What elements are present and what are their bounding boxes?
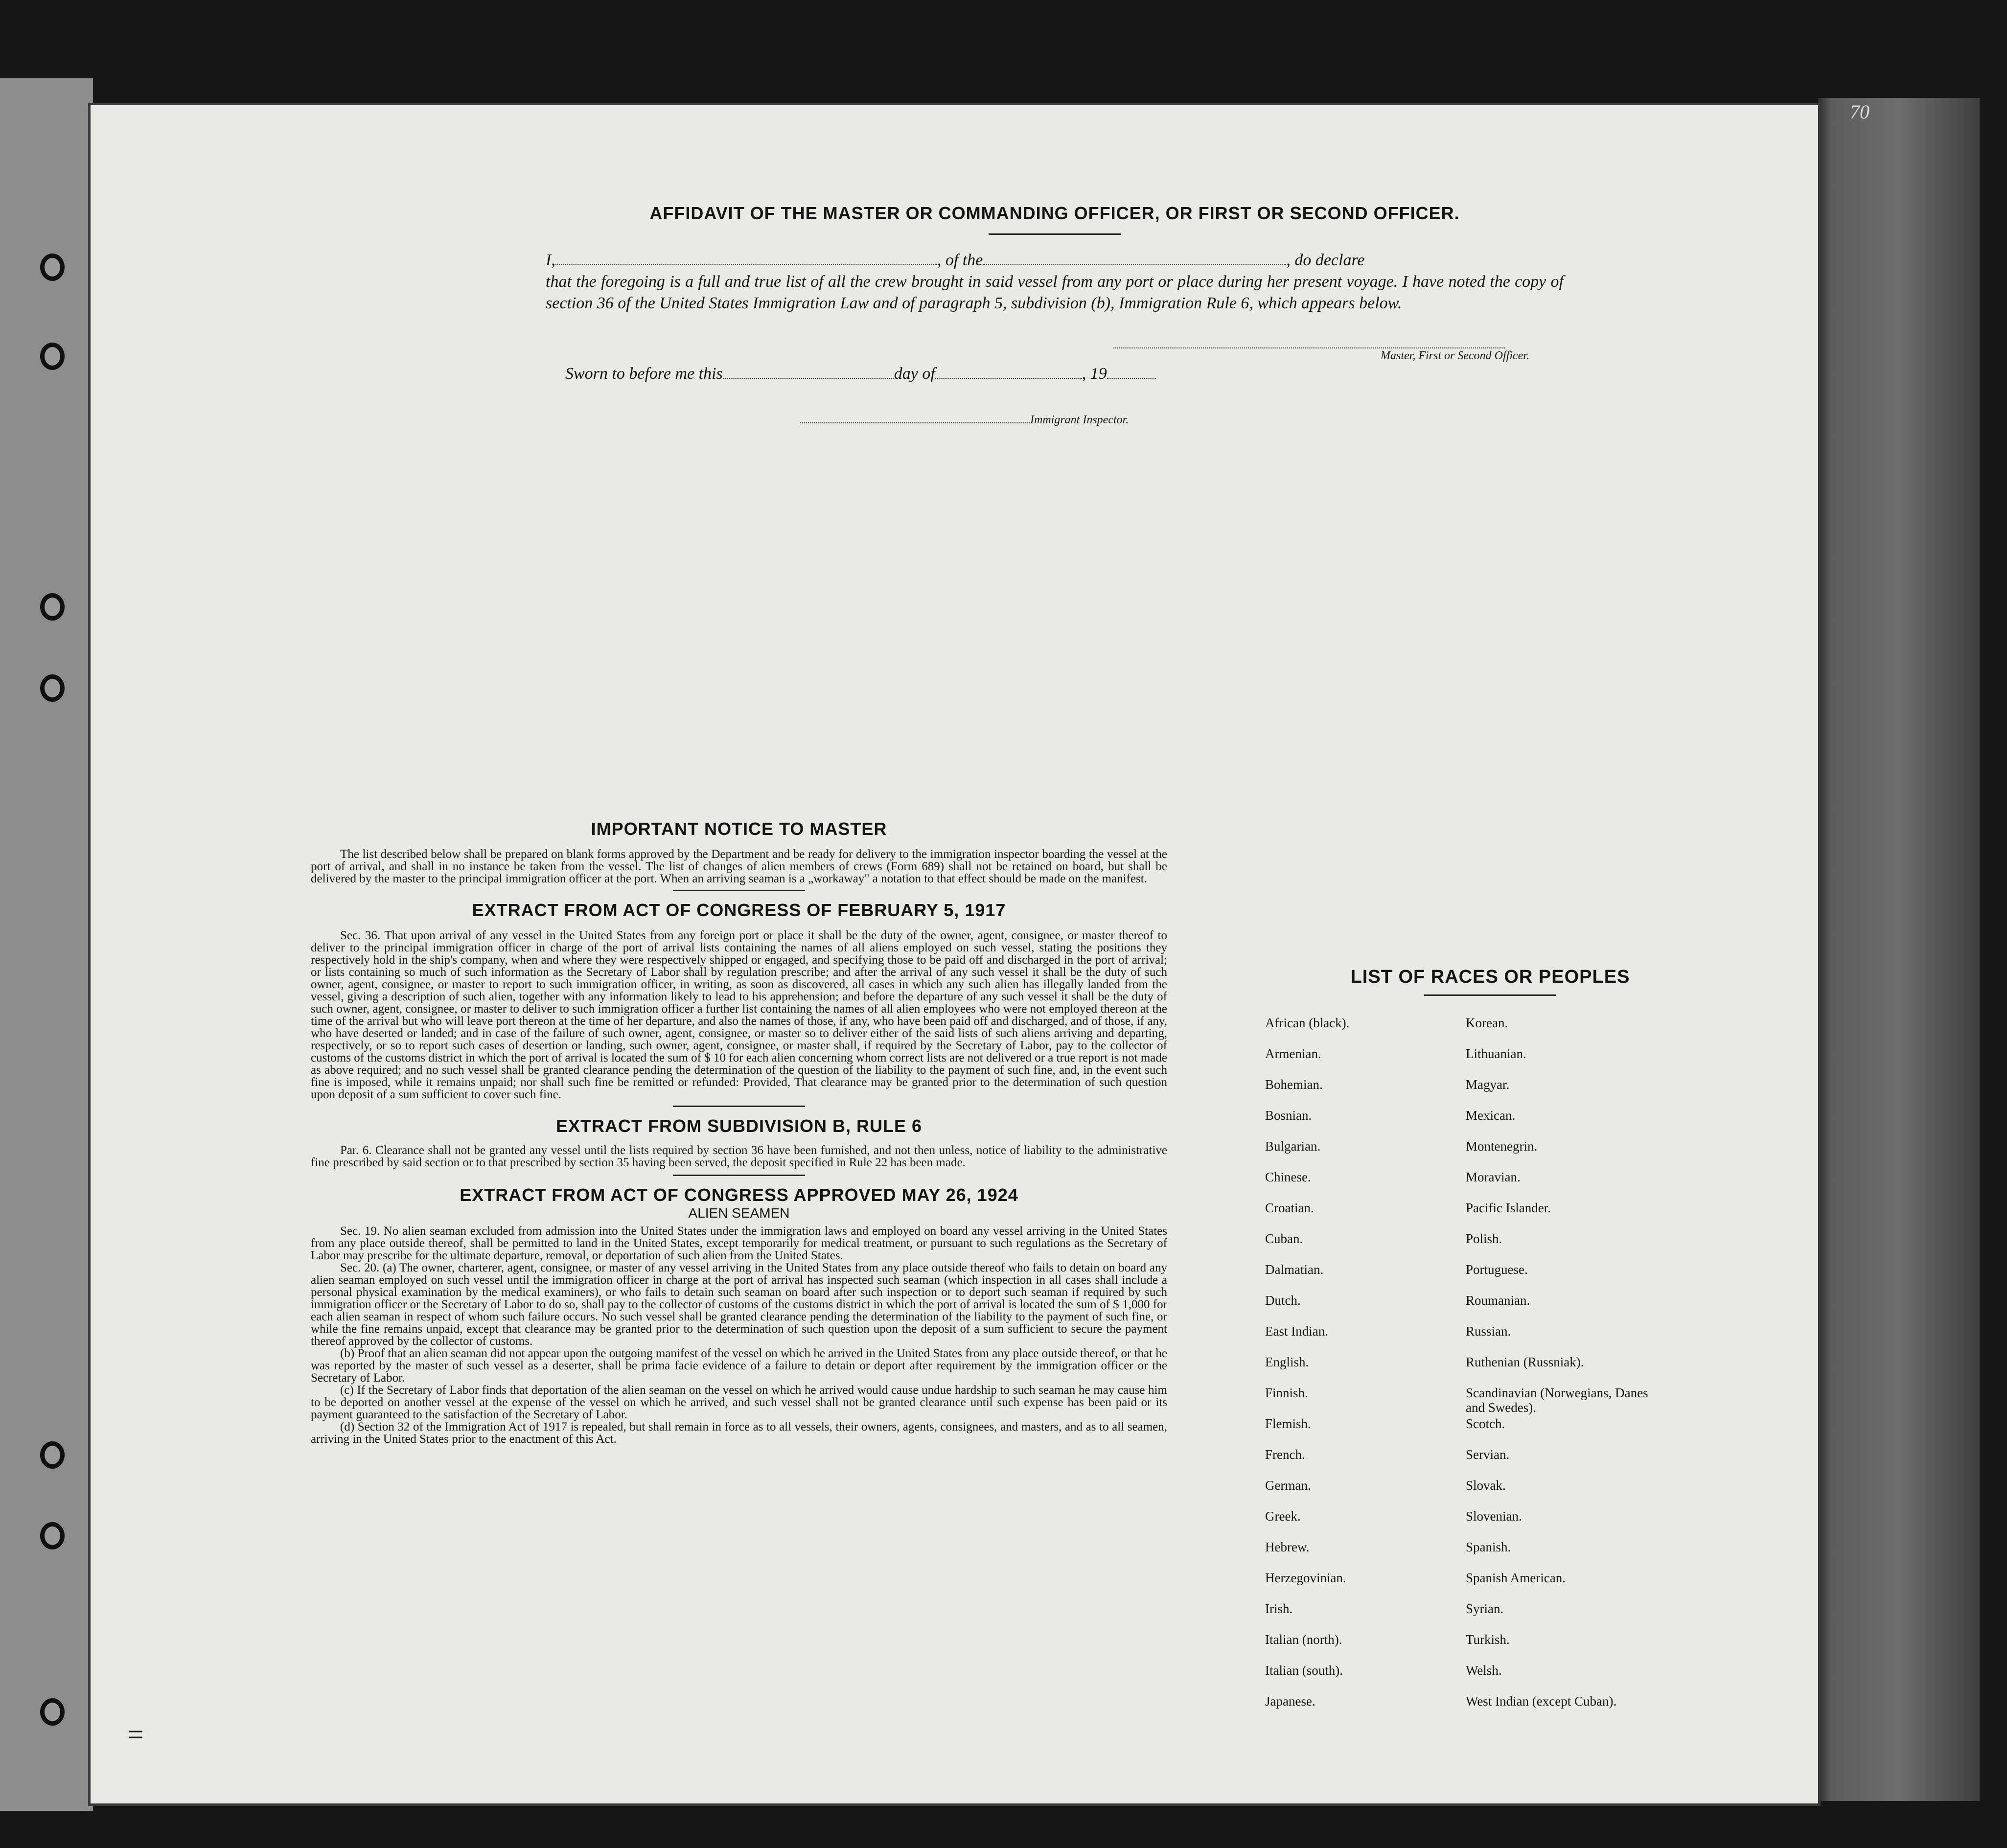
race-item: Mexican. (1466, 1108, 1516, 1123)
race-item: West Indian (except Cuban). (1466, 1694, 1617, 1709)
races-title: LIST OF RACES OR PEOPLES (1350, 967, 1630, 987)
extract-rule6-text: Par. 6. Clearance shall not be granted any vessel until the lists required by section 36 have been furnished, and not then unless, notice of liability to the administrative fine prescribed by said section or to that prescribed by section 35 having been served, the deposit specified in Rule 22 has been made. (311, 1144, 1167, 1169)
affidavit-declaration-line: I, , of the , do declare (546, 251, 1365, 269)
race-item: Welsh. (1466, 1663, 1502, 1678)
notice-section (311, 819, 1167, 1445)
binder-hole (40, 1441, 65, 1469)
affidavit-title: AFFIDAVIT OF THE MASTER OR COMMANDING OFFICER, OR FIRST OR SECOND OFFICER. (649, 203, 1460, 223)
divider (989, 233, 1121, 235)
race-item: Croatian. (1265, 1201, 1314, 1215)
signature-label: Master, First or Second Officer. (1381, 349, 1529, 362)
affidavit-section (546, 203, 1564, 427)
race-item: Servian. (1466, 1447, 1510, 1462)
race-item: Korean. (1466, 1016, 1508, 1030)
race-item: Dutch. (1265, 1293, 1301, 1308)
race-item: English. (1265, 1355, 1309, 1369)
binder-hole (40, 674, 65, 702)
race-item: Slovenian. (1466, 1509, 1522, 1524)
race-item: Moravian. (1466, 1170, 1521, 1184)
binder-hole (40, 593, 65, 621)
races-section (1265, 967, 1715, 1725)
notice-text: The list described below shall be prepared on blank forms approved by the Department and be ready for delivery to the immigration inspector boarding the vessel at the port of arrival, and shall in no instance be taken from the vessel. The list of changes of alien members of crews (Form 689) shall not be retained on board, but shall be delivered by the master to the principal immigration officer at the port. When an arriving seaman is a „workaway" a notation to that effect should be made on the manifest. (311, 848, 1167, 885)
extract-1917-title: EXTRACT FROM ACT OF CONGRESS OF FEBRUARY 5, 1917 (472, 900, 1006, 920)
divider (673, 890, 805, 891)
race-item: Hebrew. (1265, 1540, 1310, 1554)
races-list (1265, 1016, 1715, 1725)
binder-hole (40, 343, 65, 370)
race-item: Slovak. (1466, 1478, 1506, 1493)
extract-1917-text: Sec. 36. That upon arrival of any vessel in the United States from any foreign port or place it shall be the duty of the owner, agent, consignee, or master thereof to deliver to the principal immigration officer in charge of the port of arrival lists containing the names of all aliens employed on such vessel, stating the positions they respectively hold in the ship's company, when and where they were respectively shipped or engaged, and specifying those to be paid off and discharged in the port of arrival; or lists containing so much of such information as the Secretary of Labor shall by regulation prescribe; and after the arrival of any such vessel it shall be the duty of such owner, agent, consignee, or master to report to such immigration officer, in writing, as soon as discovered, all cases in which any such alien has illegally landed from the vessel, giving a description of such alien, together with any information likely to lead to his apprehension; and before the departure of any such vessel it shall be the duty of such owner, agent, consignee, or master to deliver to such immigration officer a further list containing the names of all alien employees who were not employed thereon at the time of the arrival but who will leave port thereon at the time of her departure, and also the names of those, if any, who have been paid off and discharged, and of those, if any, who have deserted or landed; and in case of the failure of such owner, agent, consignee, or master so to deliver either of the said lists of such aliens arriving and departing, respectively, or so to report such cases of desertion or landing, such owner, agent, consignee, or master shall, if required by the Secretary of Labor, pay to the collector of customs of the customs district in which the port of arrival is located the sum of $ 10 for each alien concerning whom correct lists are not delivered or a true report is not made as above required; and no such vessel shall be granted clearance pending the determination of the question of the liability to the payment of such fine, and, in the event such fine is imposed, while it remains unpaid; nor shall such fine be remitted or refunded: Provided, That clearance may be granted prior to the determination of such question upon deposit of a sum sufficient to cover such fine. (311, 929, 1167, 1101)
signature-line (546, 334, 1564, 348)
race-item: Bohemian. (1265, 1077, 1323, 1092)
race-item: Bosnian. (1265, 1108, 1312, 1123)
race-item: Pacific Islander. (1466, 1201, 1551, 1215)
race-item: Russian. (1466, 1324, 1511, 1339)
race-item: Armenian. (1265, 1046, 1321, 1061)
page-number-mark: 70 (1850, 101, 1869, 123)
sec20a-text: Sec. 20. (a) The owner, charterer, agent, consignee, or master of any vessel arriving in the United States from any place outside thereof who fails to detain on board any alien seaman employed on such vessel until the immigration officer in charge at the port of arrival has inspected such seaman (which inspection in all cases shall include a personal physical examination by the medical examiners), or who fails to detain such seaman on board after such inspection or to deport such seaman if required by such immigration officer or the Secretary of Labor to do so, shall pay to the collector of customs of the customs district in which the port of arrival is located the sum of $ 1,000 for each alien seaman in respect of whom such failure occurs. No such vessel shall be granted clearance pending the determination of the liability to the payment of such fine, or while the fine remains unpaid, except that clearance may be granted prior to the determination of such question upon the deposit of a sum sufficient to secure the payment thereof approved by the collector of customs. (311, 1261, 1167, 1348)
race-item: Irish. (1265, 1601, 1293, 1616)
extract-1924-subtitle: ALIEN SEAMEN (688, 1205, 790, 1221)
divider (673, 1106, 805, 1107)
race-item: Roumanian. (1466, 1293, 1530, 1308)
divider (673, 1175, 805, 1176)
document-page (91, 105, 1818, 1803)
binder-hole (40, 254, 65, 281)
binder-hole (40, 1698, 65, 1726)
race-item: Cuban. (1265, 1231, 1303, 1246)
race-item: Italian (south). (1265, 1663, 1343, 1678)
ink-mark: = (127, 1718, 144, 1751)
race-item: Dalmatian. (1265, 1262, 1324, 1277)
race-item: Magyar. (1466, 1077, 1510, 1092)
race-item: Scandinavian (Norwegians, Danes and Swedes). (1466, 1386, 1648, 1415)
binder-hole (40, 1522, 65, 1549)
affidavit-body: that the foregoing is a full and true list of all the crew brought in said vessel from any port or place during her present voyage. I have noted the copy of section 36 of the United States Immigration Law and of paragraph 5, subdivision (b), Immigration Rule 6, which appears below. (546, 273, 1564, 312)
race-item: Spanish. (1466, 1540, 1511, 1554)
race-item: Chinese. (1265, 1170, 1311, 1184)
race-item: Portuguese. (1466, 1262, 1528, 1277)
race-item: African (black). (1265, 1016, 1350, 1030)
sec20b-text: (b) Proof that an alien seaman did not appear upon the outgoing manifest of the vessel on which he arrived in the United States from any place outside thereof, or that he was reported by the master of such vessel as a deserter, shall be prima facie evidence of a failure to detain or deport after requirement by the immigration officer or the Secretary of Labor. (311, 1347, 1167, 1385)
race-item: Syrian. (1466, 1601, 1504, 1616)
binder-strip (0, 78, 93, 1811)
race-item: Finnish. (1265, 1386, 1308, 1400)
race-item: Montenegrin. (1466, 1139, 1538, 1154)
sec20d-text: (d) Section 32 of the Immigration Act of 1917 is repealed, but shall remain in force as to all vessels, their owners, agents, consignees, and masters, and as to all seamen, arriving in the United States prior to the enactment of this Act. (311, 1420, 1167, 1446)
page-edge (1818, 98, 1980, 1801)
race-item: Greek. (1265, 1509, 1301, 1524)
race-item: Ruthenian (Russniak). (1466, 1355, 1584, 1369)
sec19-text: Sec. 19. No alien seaman excluded from admission into the United States under the immigration laws and employed on board any vessel arriving in the United States from any place outside thereof, shall be permitted to land in the United States, except temporarily for medical treatment, or pursuant to such regulations as the Secretary of Labor may prescribe for the ultimate departure, removal, or deportation of such alien from the United States. (311, 1224, 1167, 1262)
sec20c-text: (c) If the Secretary of Labor finds that deportation of the alien seaman on the vessel on which he arrived would cause undue hardship to such seaman he may cause him to be deported on another vessel at the expense of the vessel on which he arrived, and such vessel shall not be granted clearance until such expense has been paid or its payment guaranteed to the satisfaction of the Secretary of Labor. (311, 1384, 1167, 1421)
race-item: Herzegovinian. (1265, 1571, 1346, 1585)
race-item: Japanese. (1265, 1694, 1315, 1709)
inspector-line: Immigrant Inspector. (800, 412, 1564, 427)
race-item: Lithuanian. (1466, 1046, 1526, 1061)
race-item: Flemish. (1265, 1416, 1311, 1431)
race-item: French. (1265, 1447, 1305, 1462)
race-item: East Indian. (1265, 1324, 1328, 1339)
race-item: Italian (north). (1265, 1632, 1342, 1647)
extract-1924-title: EXTRACT FROM ACT OF CONGRESS APPROVED MAY 26, 1924 (460, 1185, 1018, 1205)
race-item: Spanish American. (1466, 1571, 1566, 1585)
sworn-line: Sworn to before me this day of , 19 (565, 363, 1564, 385)
extract-rule6-title: EXTRACT FROM SUBDIVISION B, RULE 6 (555, 1116, 923, 1136)
divider (1424, 994, 1556, 996)
notice-title: IMPORTANT NOTICE TO MASTER (591, 819, 887, 839)
race-item: German. (1265, 1478, 1311, 1493)
race-item: Bulgarian. (1265, 1139, 1321, 1154)
race-item: Polish. (1466, 1231, 1502, 1246)
race-item: Turkish. (1466, 1632, 1510, 1647)
race-item: Scotch. (1466, 1416, 1505, 1431)
